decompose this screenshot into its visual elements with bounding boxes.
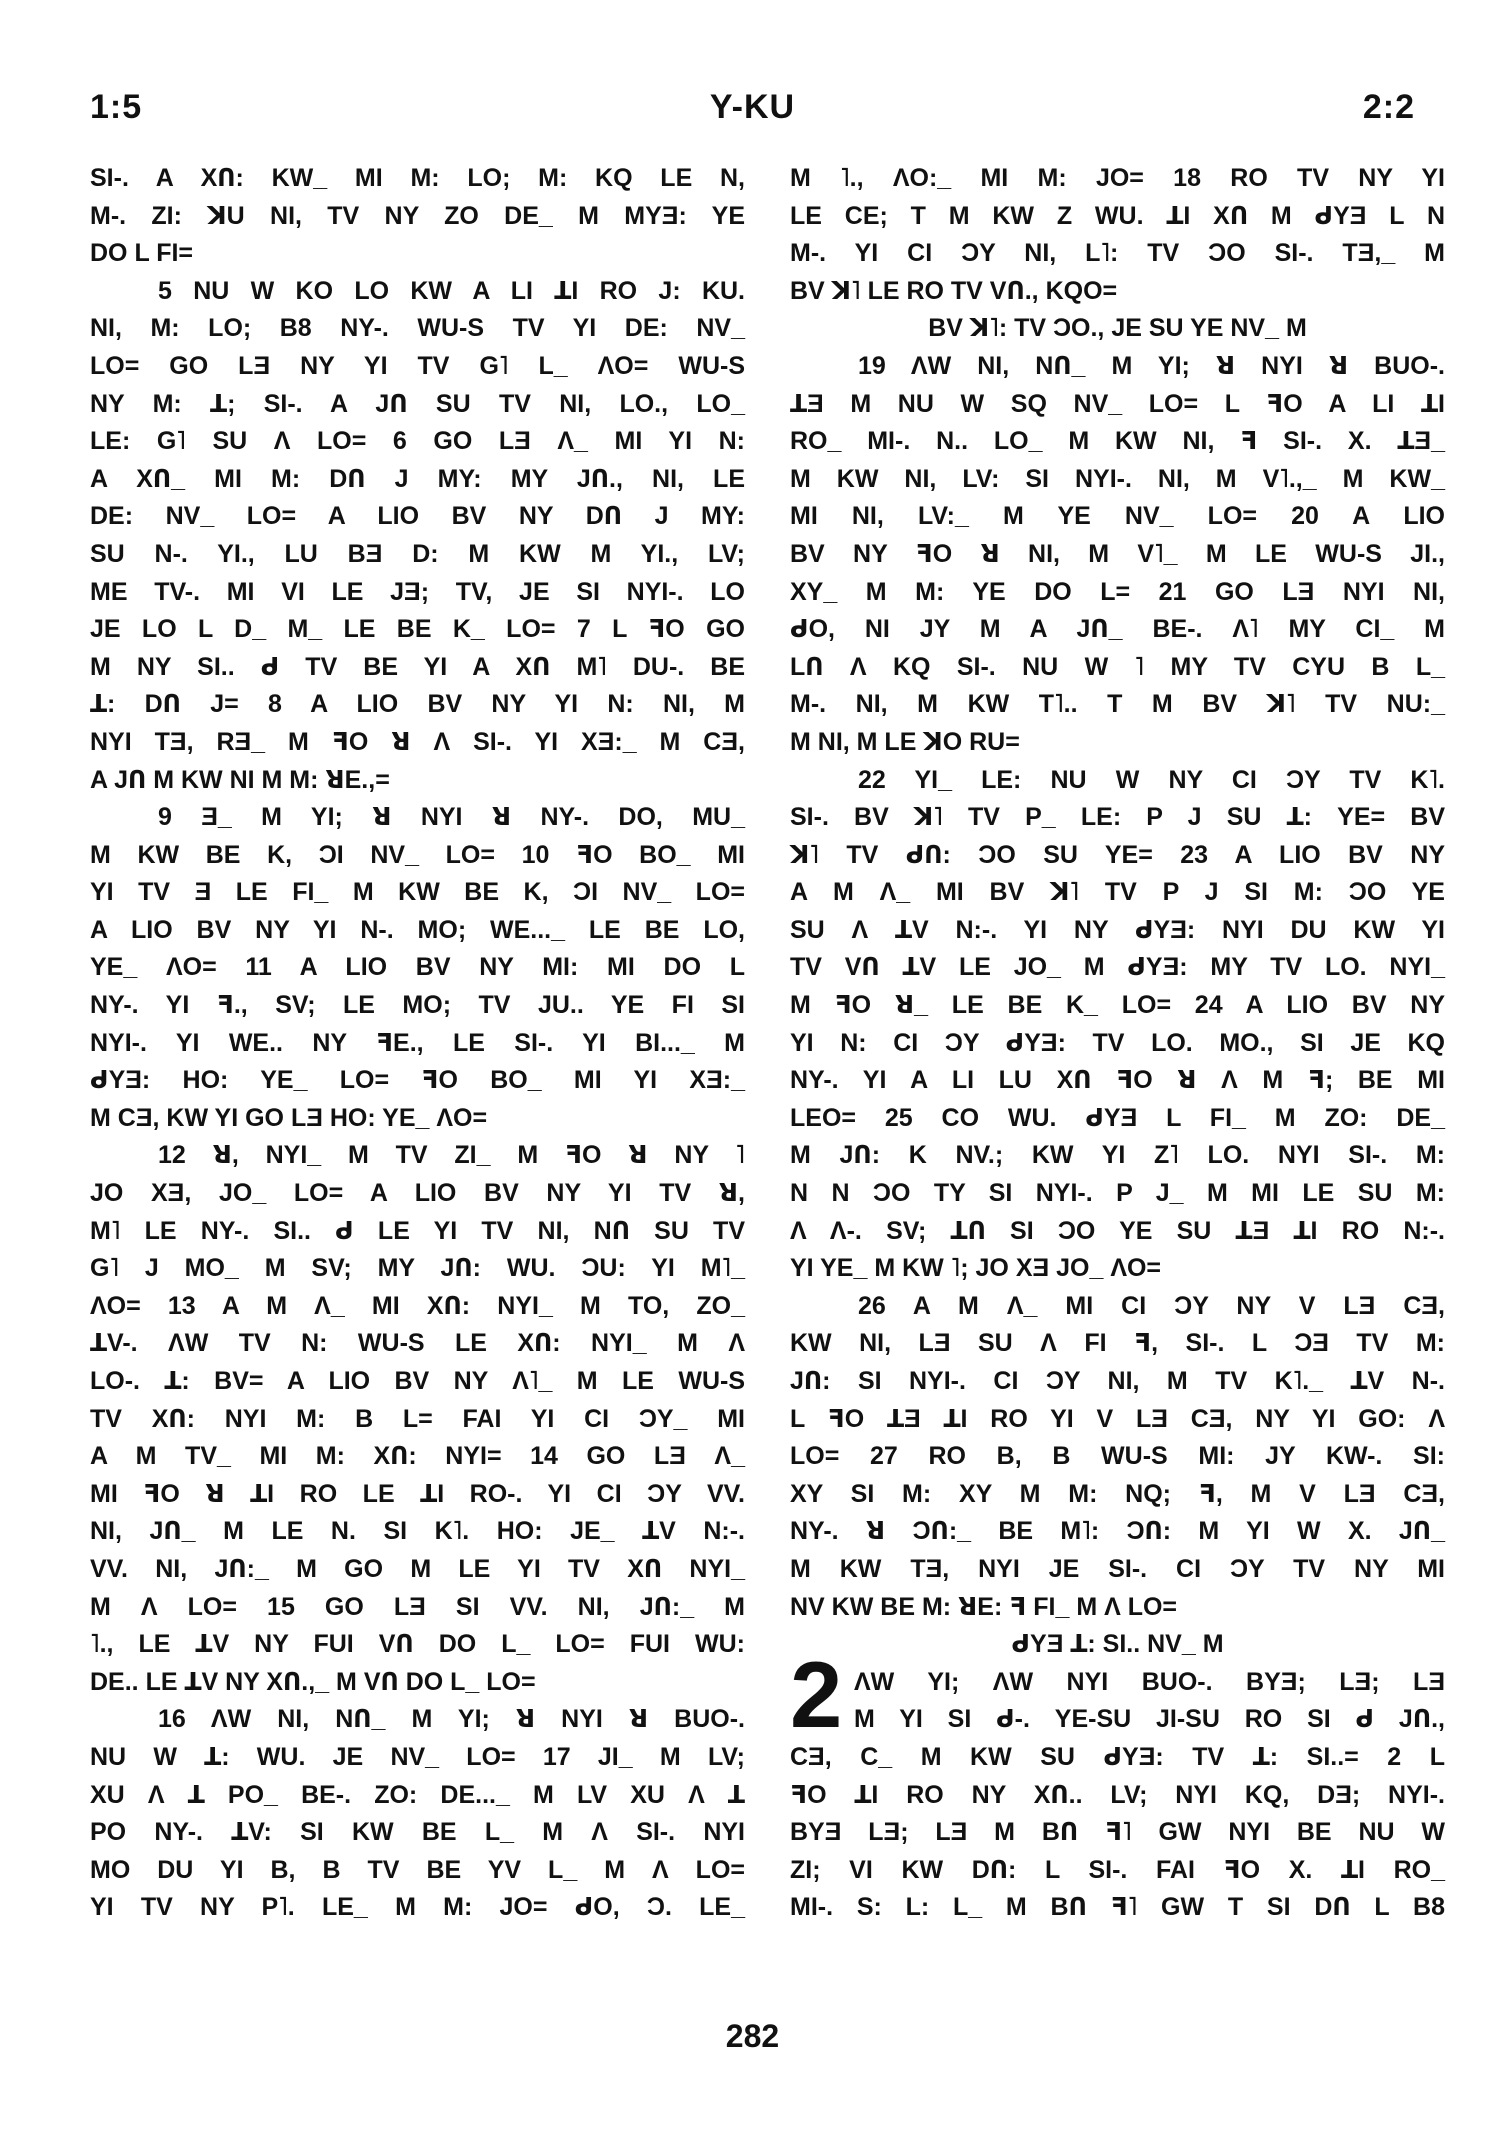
page-number: 282 xyxy=(725,2018,780,2054)
chapter-drop-cap: 2 xyxy=(790,1642,843,1747)
text-line: XY SI M: XY M M: NQ; ꟻ, M V LƎ CƎ, xyxy=(790,1479,1445,1508)
text-line: NI, JՈ_ M LE N. SI K˥. HO: JE_ ꓕV N:-. xyxy=(90,1517,745,1546)
text-line: YE_ ΛO= 11 A LIO BV NY MI: MI DO L xyxy=(90,953,745,982)
text-line: A LIO BV NY YI N-. MO; WE..._ LE BE LO, xyxy=(90,915,745,944)
text-line: 16 ΛW NI, NՈ_ M YI; ꓤ NYI ꓤ BUO-. xyxy=(158,1705,745,1734)
text-line: M-. NI, M KW T˥.. T M BV ꓘ˥ TV NU:_ xyxy=(790,690,1445,719)
text-line: Λ Λ-. SV; ꓕՈ SI ƆO YE SU ꓕƎ ꓕI RO N:-. xyxy=(790,1216,1445,1245)
text-line: NYI TƎ, RƎ_ M ꟻO ꓤ Λ SI-. YI XƎ:_ M CƎ, xyxy=(90,727,745,756)
text-line: LO= GO LƎ NY YI TV G˥ L_ ΛO= WU-S xyxy=(90,351,745,380)
text-line: XU Λ ꓕ PO_ BE-. ZO: DE..._ M LV XU Λ ꓕ xyxy=(90,1780,745,1809)
text-line: M KW NI, LV: SI NYI-. NI, M V˥.,_ M KW_ xyxy=(790,464,1445,493)
text-line: JՈ: SI NYI-. CI ƆY NI, M TV K˥._ ꓕV N-. xyxy=(790,1367,1445,1395)
section-heading: BV ꓘ˥: TV ƆO., JE SU YE NV_ M xyxy=(928,314,1307,343)
text-line: MI ꟻO ꓤ ꓕI RO LE ꓕI RO-. YI CI ƆY VV. xyxy=(90,1479,745,1508)
text-line: M-. ZI: ꓘU NI, TV NY ZO DE_ M MYƎ: YE xyxy=(90,201,745,230)
text-line: ΛW YI; ΛW NYI BUO-. BYƎ; LƎ; LƎ xyxy=(854,1667,1445,1696)
text-line: 19 ΛW NI, NՈ_ M YI; ꓤ NYI ꓤ BUO-. xyxy=(858,351,1445,380)
text-line: SU N-. YI., LU BƎ D: M KW M YI., LV; xyxy=(90,539,745,568)
text-line: NY-. ꓤ ƆՈ:_ BE M˥: ƆՈ: M YI W X. JՈ_ xyxy=(790,1517,1445,1546)
text-line: TV XՈ: NYI M: B L= FAI YI CI ƆY_ MI xyxy=(90,1404,745,1433)
text-line: YI N: CI ƆY ᑯYƎ: TV LO. MO., SI JE KQ xyxy=(790,1028,1445,1057)
text-line: M KW TƎ, NYI JE SI-. CI ƆY TV NY MI xyxy=(790,1554,1445,1583)
text-line: DE: NV_ LO= A LIO BV NY DՈ J MY: xyxy=(90,502,745,531)
text-line: 12 ꓤ, NYI_ M TV ZI_ M ꟻO ꓤ NY ˥ xyxy=(158,1141,745,1170)
text-line: M NY SI.. ᑯ TV BE YI A XՈ M˥ DU-. BE xyxy=(90,652,745,681)
header-chapter-verse-right: 2:2 xyxy=(1362,88,1415,126)
text-line: ME TV-. MI VI LE JƎ; TV, JE SI NYI-. LO xyxy=(90,577,745,606)
text-line: TV VՈ ꓕV LE JO_ M ᑯYƎ: MY TV LO. NYI_ xyxy=(790,953,1445,982)
text-line: M YI SI ᑯ-. YE-SU JI-SU RO SI ᑯ JՈ., xyxy=(854,1705,1445,1734)
text-line: ꓕ: DՈ J= 8 A LIO BV NY YI N: NI, M xyxy=(90,690,745,719)
text-line: A XՈ_ MI M: DՈ J MY: MY JՈ., NI, LE xyxy=(90,464,745,493)
header-book-title: Y-KU xyxy=(709,88,796,126)
text-line: M Λ LO= 15 GO LƎ SI VV. NI, JՈ:_ M xyxy=(90,1592,745,1621)
text-line: ΛO= 13 A M Λ_ MI XՈ: NYI_ M TO, ZO_ xyxy=(90,1291,745,1320)
text-line: YI TV Ǝ LE FI_ M KW BE K, ƆI NV_ LO= xyxy=(90,878,745,907)
text-line: BV NY ꟻO ꓤ NI, M V˥_ M LE WU-S JI., xyxy=(790,539,1445,568)
text-line: 5 NU W KO LO KW A LI ꓕI RO J: KU. xyxy=(158,276,745,305)
text-line: M ꟻO ꓤ_ LE BE K_ LO= 24 A LIO BV NY xyxy=(790,991,1445,1020)
text-line: LO= 27 RO B, B WU-S MI: JY KW-. SI: xyxy=(790,1442,1445,1471)
text-line: G˥ J MO_ M SV; MY JՈ: WU. ƆU: YI M˥_ xyxy=(90,1254,745,1283)
text-line: A M Λ_ MI BV ꓘ˥ TV P J SI M: ƆO YE xyxy=(790,878,1445,907)
text-line: ꓕV-. ΛW TV N: WU-S LE XՈ: NYI_ M Λ xyxy=(90,1329,745,1358)
text-line: ᑯO, NI JY M A JՈ_ BE-. Λ˥ MY CI_ M xyxy=(790,615,1445,644)
text-line: 26 A M Λ_ MI CI ƆY NY V LƎ CƎ, xyxy=(858,1291,1445,1320)
text-line: N N ƆO TY SI NYI-. P J_ M MI LE SU M: xyxy=(790,1179,1445,1208)
text-line: ˥., LE ꓕV NY FUI VՈ DO L_ LO= FUI WU: xyxy=(90,1630,745,1659)
text-line: YI TV NY P˥. LE_ M M: JO= ᑯO, Ɔ. LE_ xyxy=(90,1893,745,1922)
text-line: XY_ M M: YE DO L= 21 GO LƎ NYI NI, xyxy=(790,577,1445,606)
text-line: ꓘ˥ TV ᑯՈ: ƆO SU YE= 23 A LIO BV NY xyxy=(790,840,1445,869)
text-line: YI YE_ M KW ˥; JO XƎ JO_ ΛO= xyxy=(790,1254,1162,1283)
text-line: SU Λ ꓕV N:-. YI NY ᑯYƎ: NYI DU KW YI xyxy=(790,915,1445,944)
text-line: SI-. BV ꓘ˥ TV P_ LE: P J SU ꓕ: YE= BV xyxy=(790,803,1445,832)
section-heading: ᑯYƎ ꓕ: SI.. NV_ M xyxy=(1011,1630,1224,1659)
text-line: VV. NI, JՈ:_ M GO M LE YI TV XՈ NYI_ xyxy=(90,1554,745,1583)
text-line: LEO= 25 CO WU. ᑯYƎ L FI_ M ZO: DE_ xyxy=(790,1103,1445,1132)
text-line: KW NI, LƎ SU Λ FI ꟻ, SI-. L ƆƎ TV M: xyxy=(790,1329,1445,1358)
header-chapter-verse-left: 1:5 xyxy=(90,88,143,126)
text-line: A M TV_ MI M: XՈ: NYI= 14 GO LƎ Λ_ xyxy=(90,1442,745,1471)
text-line: DO L FI= xyxy=(90,239,194,268)
text-line: M NI, M LE ꓘO RU= xyxy=(790,727,1020,756)
text-line: LO-. ꓕ: BV= A LIO BV NY Λ˥_ M LE WU-S xyxy=(90,1367,745,1395)
text-line: 22 YI_ LE: NU W NY CI ƆY TV K˥. xyxy=(858,765,1445,794)
text-line: BV ꓘ˥ LE RO TV VՈ., KQO= xyxy=(790,276,1118,305)
text-line: ᑯYƎ: HO: YE_ LO= ꟻO BO_ MI YI XƎ:_ xyxy=(90,1066,745,1095)
text-line: DE.. LE ꓕV NY XՈ.,_ M VՈ DO L_ LO= xyxy=(90,1667,536,1696)
text-line: A JՈ M KW NI M M: ꓤE.,= xyxy=(90,765,390,794)
right-text-column xyxy=(790,160,1445,1927)
text-line: NU W ꓕ: WU. JE NV_ LO= 17 JI_ M LV; xyxy=(90,1742,745,1771)
left-text-column xyxy=(90,160,745,1927)
text-line: ꓕƎ M NU W SQ NV_ LO= L ꟻO A LI ꓕI xyxy=(790,389,1445,418)
text-line: JO XƎ, JO_ LO= A LIO BV NY YI TV ꓤ, xyxy=(90,1179,745,1208)
text-line: NV KW BE M: ꓤE: ꟻ FI_ M Λ LO= xyxy=(790,1592,1178,1621)
text-line: M-. YI CI ƆY NI, L˥: TV ƆO SI-. TƎ,_ M xyxy=(790,239,1445,268)
text-line: BYƎ LƎ; LƎ M BՈ ꟻ˥ GW NYI BE NU W xyxy=(790,1818,1445,1847)
text-line: NY M: ꓕ; SI-. A JՈ SU TV NI, LO., LO_ xyxy=(90,389,745,418)
text-line: CƎ, C_ M KW SU ᑯYƎ: TV ꓕ: SI..= 2 L xyxy=(790,1742,1445,1771)
text-line: MI-. S: L: L_ M BՈ ꟻ˥ GW T SI DՈ L B8 xyxy=(790,1893,1445,1922)
text-line: M CƎ, KW YI GO LƎ HO: YE_ ΛO= xyxy=(90,1103,488,1132)
text-line: NY-. YI ꟻ., SV; LE MO; TV JU.. YE FI SI xyxy=(90,991,745,1020)
text-line: RO_ MI-. N.. LO_ M KW NI, ꟻ SI-. X. ꓕƎ_ xyxy=(790,427,1445,456)
text-line: M JՈ: K NV.; KW YI Z˥ LO. NYI SI-. M: xyxy=(790,1141,1445,1170)
text-line: PO NY-. ꓕV: SI KW BE L_ M Λ SI-. NYI xyxy=(90,1818,745,1847)
text-line: JE LO L D_ M_ LE BE K_ LO= 7 L ꟻO GO xyxy=(90,615,745,644)
text-line: MI NI, LV:_ M YE NV_ LO= 20 A LIO xyxy=(790,502,1445,531)
text-line: 9 Ǝ_ M YI; ꓤ NYI ꓤ NY-. DO, MU_ xyxy=(158,803,745,832)
text-line: NY-. YI A LI LU XՈ ꟻO ꓤ Λ M ꟻ; BE MI xyxy=(790,1066,1445,1095)
text-line: LE: G˥ SU Λ LO= 6 GO LƎ Λ_ MI YI N: xyxy=(90,427,745,456)
text-line: NYI-. YI WE.. NY ꟻE., LE SI-. YI BI..._ M xyxy=(90,1028,745,1057)
text-line: SI-. A XՈ: KW_ MI M: LO; M: KQ LE N, xyxy=(90,164,745,192)
text-line: L ꟻO ꓕƎ ꓕI RO YI V LƎ CƎ, NY YI GO: Λ xyxy=(790,1404,1445,1433)
text-line: MO DU YI B, B TV BE YV L_ M Λ LO= xyxy=(90,1855,745,1884)
text-line: NI, M: LO; B8 NY-. WU-S TV YI DE: NV_ xyxy=(90,314,745,343)
text-line: M KW BE K, ƆI NV_ LO= 10 ꟻO BO_ MI xyxy=(90,840,745,869)
text-line: LE CE; T M KW Z WU. ꓕI XՈ M ᑯYƎ L N xyxy=(790,201,1445,230)
text-line: M ˥., ΛO:_ MI M: JO= 18 RO TV NY YI xyxy=(790,164,1445,192)
text-line: M˥ LE NY-. SI.. ᑯ LE YI TV NI, NՈ SU TV xyxy=(90,1216,745,1245)
text-line: LՈ Λ KQ SI-. NU W ˥ MY TV CYU B L_ xyxy=(790,652,1445,681)
text-line: ZI; VI KW DՈ: L SI-. FAI ꟻO X. ꓕI RO_ xyxy=(790,1855,1445,1884)
text-line: ꟻO ꓕI RO NY XՈ.. LV; NYI KQ, DƎ; NYI-. xyxy=(790,1780,1445,1809)
